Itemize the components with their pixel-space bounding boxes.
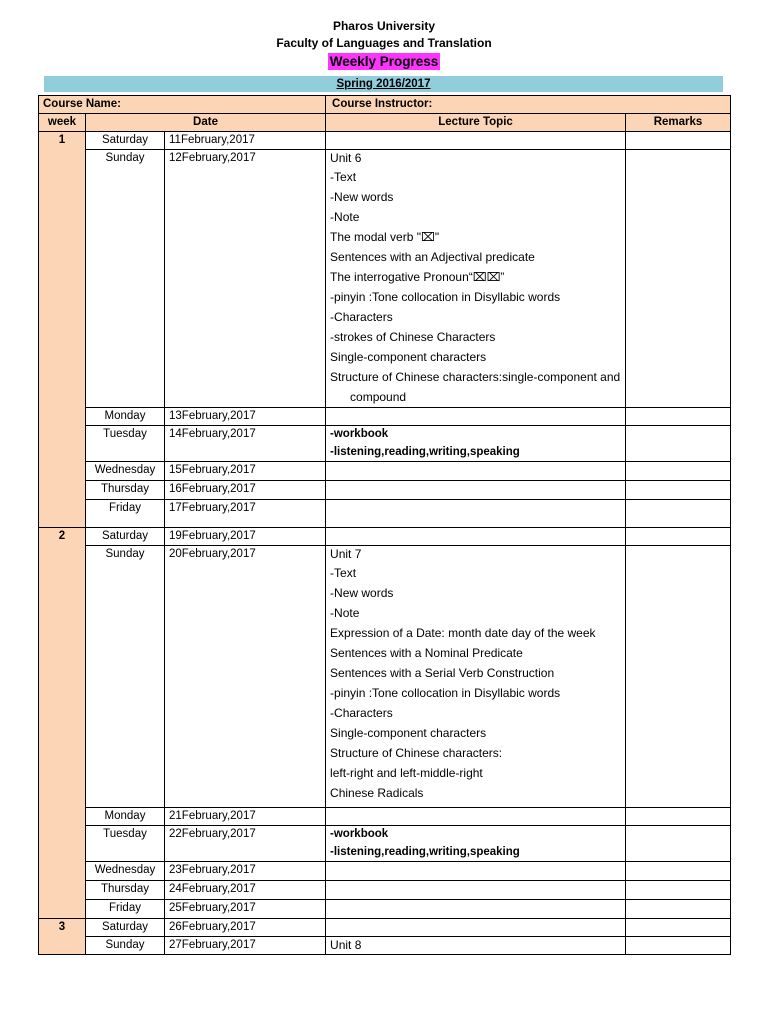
lecture-topic-cell xyxy=(326,481,626,500)
date-cell: 14February,2017 xyxy=(165,426,326,462)
topic-column-header: Lecture Topic xyxy=(326,114,626,132)
remarks-cell xyxy=(626,546,731,808)
topic-line: The interrogative Pronoun“⌧⌧” xyxy=(330,270,505,284)
date-cell: 11February,2017 xyxy=(165,132,326,150)
day-cell: Tuesday xyxy=(86,826,165,862)
date-cell: 22February,2017 xyxy=(165,826,326,862)
topic-line: Expression of a Date: month date day of the week xyxy=(330,626,596,640)
table-row xyxy=(39,808,731,826)
date-cell: 21February,2017 xyxy=(165,808,326,826)
table-row xyxy=(39,546,731,808)
day-cell: Sunday xyxy=(86,937,165,955)
remarks-cell xyxy=(626,132,731,150)
topic-line: The modal verb "⌧" xyxy=(330,230,440,244)
week-number-cell: 1 xyxy=(39,132,86,528)
column-header-row xyxy=(39,114,731,132)
workbook-line: -listening,reading,writing,speaking xyxy=(330,846,520,858)
table-row xyxy=(39,426,731,462)
date-cell: 16February,2017 xyxy=(165,481,326,500)
table-row xyxy=(39,500,731,528)
workbook-line: -listening,reading,writing,speaking xyxy=(330,446,520,458)
date-cell: 24February,2017 xyxy=(165,881,326,900)
topic-line: Unit 7 xyxy=(330,547,362,561)
faculty-name: Faculty of Languages and Translation xyxy=(276,36,492,50)
topic-line: -New words xyxy=(330,190,394,204)
day-cell: Friday xyxy=(86,500,165,528)
topic-line: -pinyin :Tone collocation in Disyllabic words xyxy=(330,290,561,304)
topic-line: -Characters xyxy=(330,310,393,324)
table-row xyxy=(39,826,731,862)
table-row xyxy=(39,132,731,150)
week-number-cell: 2 xyxy=(39,528,86,919)
topic-line: Single-component characters xyxy=(330,726,487,740)
remarks-cell xyxy=(626,150,731,408)
course-instructor-label: Course Instructor: xyxy=(326,96,731,114)
topic-line: compound xyxy=(350,390,407,404)
university-name: Pharos University xyxy=(332,19,436,33)
table-row xyxy=(39,528,731,546)
lecture-topic-cell xyxy=(326,900,626,919)
date-cell: 17February,2017 xyxy=(165,500,326,528)
date-cell: 13February,2017 xyxy=(165,408,326,426)
lecture-topic-cell xyxy=(326,500,626,528)
lecture-topic-cell xyxy=(326,546,626,808)
lecture-topic-cell xyxy=(326,881,626,900)
topic-line: Unit 8 xyxy=(330,938,362,952)
day-cell: Monday xyxy=(86,408,165,426)
date-cell: 23February,2017 xyxy=(165,862,326,881)
topic-line: -Note xyxy=(330,606,360,620)
remarks-cell xyxy=(626,500,731,528)
table-row xyxy=(39,481,731,500)
lecture-topic-cell xyxy=(326,808,626,826)
topic-line: -strokes of Chinese Characters xyxy=(330,330,496,344)
day-cell: Saturday xyxy=(86,132,165,150)
course-name-label: Course Name: xyxy=(39,96,326,114)
remarks-cell xyxy=(626,426,731,462)
table-row xyxy=(39,937,731,955)
topic-line: Unit 6 xyxy=(330,151,362,165)
date-cell: 26February,2017 xyxy=(165,919,326,937)
day-cell: Thursday xyxy=(86,881,165,900)
lecture-topic-cell xyxy=(326,919,626,937)
remarks-cell xyxy=(626,462,731,481)
lecture-topic-cell xyxy=(326,937,626,955)
semester-banner: Spring 2016/2017 xyxy=(44,76,723,92)
course-info-row xyxy=(39,96,731,114)
day-cell: Wednesday xyxy=(86,862,165,881)
remarks-cell xyxy=(626,481,731,500)
date-column-header: Date xyxy=(86,114,326,132)
topic-line: -Text xyxy=(330,566,357,580)
workbook-line: -workbook xyxy=(330,428,389,440)
topic-line: -Note xyxy=(330,210,360,224)
date-cell: 19February,2017 xyxy=(165,528,326,546)
lecture-topic-cell xyxy=(326,462,626,481)
date-cell: 27February,2017 xyxy=(165,937,326,955)
topic-line: Single-component characters xyxy=(330,350,487,364)
lecture-topic-cell xyxy=(326,826,626,862)
date-cell: 20February,2017 xyxy=(165,546,326,808)
topic-line: Sentences with a Serial Verb Construction xyxy=(330,666,555,680)
table-row xyxy=(39,900,731,919)
week-number-cell: 3 xyxy=(39,919,86,955)
day-cell: Sunday xyxy=(86,546,165,808)
table-row xyxy=(39,462,731,481)
lecture-topic-cell xyxy=(326,150,626,408)
table-row xyxy=(39,408,731,426)
day-cell: Saturday xyxy=(86,919,165,937)
date-cell: 25February,2017 xyxy=(165,900,326,919)
day-cell: Tuesday xyxy=(86,426,165,462)
topic-line: -Text xyxy=(330,170,357,184)
remarks-cell xyxy=(626,881,731,900)
lecture-topic-cell xyxy=(326,408,626,426)
workbook-line: -workbook xyxy=(330,828,389,840)
day-cell: Sunday xyxy=(86,150,165,408)
table-row xyxy=(39,862,731,881)
table-row xyxy=(39,919,731,937)
lecture-topic-cell xyxy=(326,862,626,881)
day-cell: Monday xyxy=(86,808,165,826)
topic-line: left-right and left-middle-right xyxy=(330,766,483,780)
topic-line: Sentences with a Nominal Predicate xyxy=(330,646,523,660)
weekly-progress-table xyxy=(38,95,731,955)
table-row xyxy=(39,881,731,900)
topic-line: Structure of Chinese characters:single-component and xyxy=(330,370,621,384)
lecture-topic-cell xyxy=(326,528,626,546)
remarks-cell xyxy=(626,862,731,881)
lecture-topic-cell xyxy=(326,426,626,462)
remarks-cell xyxy=(626,408,731,426)
remarks-column-header: Remarks xyxy=(626,114,731,132)
topic-line: Structure of Chinese characters: xyxy=(330,746,503,760)
day-cell: Friday xyxy=(86,900,165,919)
page-title: Weekly Progress xyxy=(329,54,439,69)
topic-line: -New words xyxy=(330,586,394,600)
date-cell: 12February,2017 xyxy=(165,150,326,408)
week-column-header: week xyxy=(39,114,86,132)
date-cell: 15February,2017 xyxy=(165,462,326,481)
topic-line: Sentences with an Adjectival predicate xyxy=(330,250,535,264)
topic-line: Chinese Radicals xyxy=(330,786,424,800)
document-header xyxy=(0,18,768,71)
table-row xyxy=(39,150,731,408)
day-cell: Wednesday xyxy=(86,462,165,481)
remarks-cell xyxy=(626,528,731,546)
day-cell: Thursday xyxy=(86,481,165,500)
remarks-cell xyxy=(626,919,731,937)
remarks-cell xyxy=(626,937,731,955)
remarks-cell xyxy=(626,808,731,826)
lecture-topic-cell xyxy=(326,132,626,150)
topic-line: -Characters xyxy=(330,706,393,720)
remarks-cell xyxy=(626,826,731,862)
remarks-cell xyxy=(626,900,731,919)
topic-line: -pinyin :Tone collocation in Disyllabic words xyxy=(330,686,561,700)
day-cell: Saturday xyxy=(86,528,165,546)
